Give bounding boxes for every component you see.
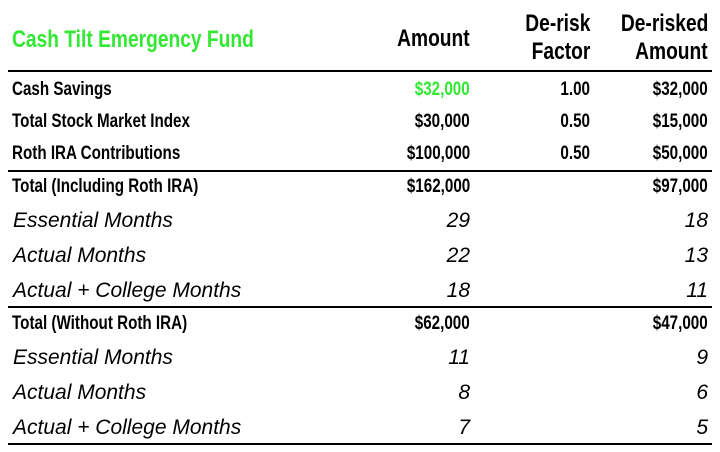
months-label: Essential Months (13, 209, 173, 232)
row-factor: 1.00 (560, 79, 590, 100)
table-row (8, 80, 712, 102)
total-row-without-roth (8, 314, 712, 336)
months-derisked: 6 (696, 381, 708, 404)
header-divider (8, 70, 712, 72)
total-with-roth-divider (8, 170, 712, 172)
months-amount: 22 (446, 244, 470, 267)
months-amount: 18 (446, 279, 470, 302)
months-amount: 7 (458, 416, 470, 439)
months-label: Actual + College Months (13, 279, 242, 302)
months-derisked: 18 (684, 209, 708, 232)
total-amount: $62,000 (415, 313, 470, 334)
months-derisked: 5 (696, 416, 708, 439)
row-derisked: $50,000 (653, 143, 708, 164)
row-label: Roth IRA Contributions (12, 143, 181, 164)
header-factor-line2: Factor (531, 38, 590, 65)
header-amount: Amount (397, 25, 470, 52)
row-amount: $32,000 (415, 79, 470, 100)
months-derisked: 9 (696, 346, 708, 369)
total-without-roth-divider (8, 306, 712, 308)
months-derisked: 13 (684, 244, 708, 267)
months-row (8, 245, 712, 269)
months-row (8, 382, 712, 406)
row-label: Total Stock Market Index (12, 111, 190, 132)
header-derisked-line1: De-risked (620, 10, 708, 37)
header-derisked-line2: Amount (635, 38, 708, 65)
row-amount: $100,000 (406, 143, 470, 164)
table-row (8, 112, 712, 134)
row-factor: 0.50 (560, 143, 590, 164)
row-factor: 0.50 (560, 111, 590, 132)
table-bottom-border (8, 443, 712, 445)
total-derisked: $97,000 (653, 176, 708, 197)
months-row (8, 347, 712, 371)
months-row (8, 210, 712, 234)
months-derisked: 11 (686, 279, 708, 302)
total-derisked: $47,000 (653, 313, 708, 334)
months-amount: 29 (446, 209, 470, 232)
table-title: Cash Tilt Emergency Fund (12, 26, 254, 53)
table-row (8, 144, 712, 166)
months-label: Essential Months (13, 346, 173, 369)
row-label: Cash Savings (12, 79, 112, 100)
months-row (8, 417, 712, 441)
months-label: Actual Months (13, 244, 147, 267)
total-row-with-roth (8, 177, 712, 199)
months-amount: 8 (458, 381, 470, 404)
months-label: Actual Months (13, 381, 147, 404)
total-label: Total (Without Roth IRA) (12, 313, 188, 334)
emergency-fund-table (8, 0, 712, 452)
months-amount: 11 (448, 346, 470, 369)
total-amount: $162,000 (406, 176, 470, 197)
row-derisked: $32,000 (653, 79, 708, 100)
months-label: Actual + College Months (13, 416, 242, 439)
row-amount: $30,000 (415, 111, 470, 132)
total-label: Total (Including Roth IRA) (12, 176, 199, 197)
row-derisked: $15,000 (653, 111, 708, 132)
months-row (8, 280, 712, 304)
header-factor-line1: De-risk (524, 10, 590, 37)
